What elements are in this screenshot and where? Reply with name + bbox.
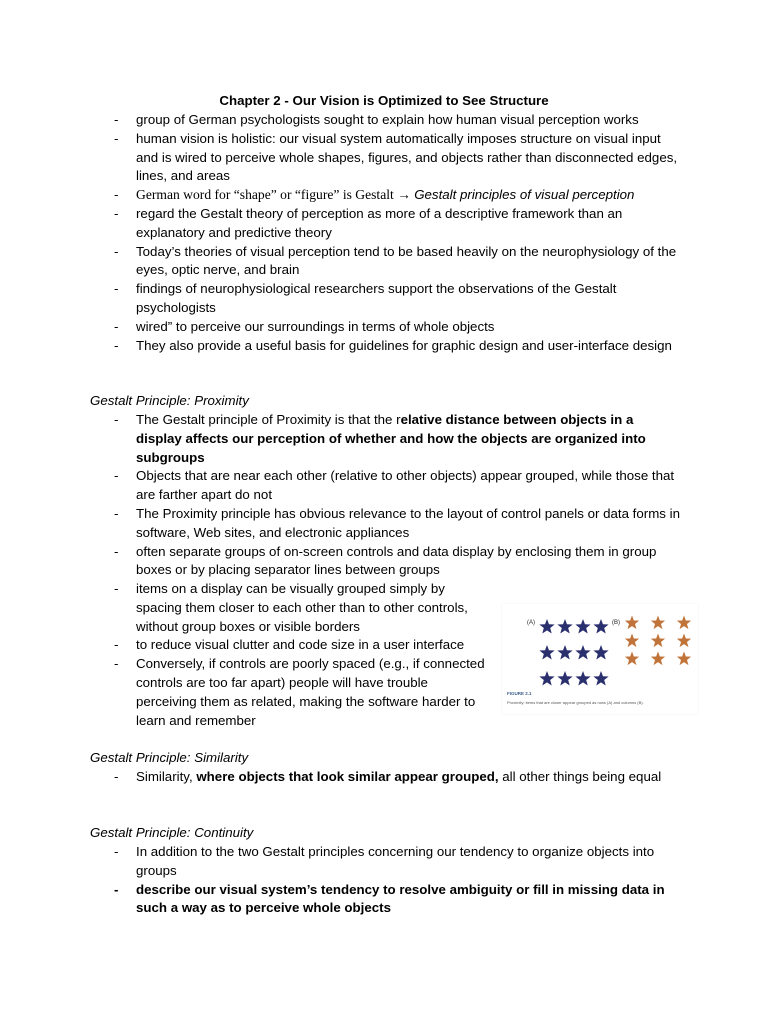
star-icon xyxy=(539,619,554,633)
bullet-dash: - xyxy=(114,543,119,559)
star-icon xyxy=(651,652,665,666)
star-icon xyxy=(593,671,608,685)
star-group-b xyxy=(625,616,691,666)
star-icon xyxy=(651,616,665,630)
list-item: - human vision is holistic: our visual system automatically imposes structure on visual input and is wired to perceive whole shapes, figures, and objects rather than disconnected edges, lines, and areas xyxy=(114,130,678,184)
star-icon xyxy=(593,619,608,633)
bullet-dash: - xyxy=(114,581,119,596)
list-item: - regard the Gestalt theory of perception as more of a descriptive framework than an explanatory and predictive theory xyxy=(114,205,623,240)
bullet-dash: - xyxy=(114,637,119,653)
list-item: - Today’s theories of visual perception tend to be based heavily on the neurophysiology of the eyes, optic nerve, and brain xyxy=(114,243,677,278)
list-item: - often separate groups of on-screen controls and data display by enclosing them in group boxes or by placing separator lines between groups xyxy=(114,543,657,578)
bullet-dash: - xyxy=(114,187,119,203)
list-item: - group of German psychologists sought to explain how human visual perception works xyxy=(112,111,682,130)
section-heading-proximity: Gestalt Principle: Proximity xyxy=(90,393,249,408)
star-icon xyxy=(557,645,572,659)
bullet-dash: - xyxy=(114,656,119,672)
list-item: - They also provide a useful basis for guidelines for graphic design and user-interface design xyxy=(112,337,682,356)
section-heading-similarity: Gestalt Principle: Similarity xyxy=(90,750,249,765)
list-item: - items on a display can be visually grouped simply by spacing them closer to each other than to other controls, without group boxes or visible borders xyxy=(114,581,468,634)
star-icon xyxy=(539,671,554,685)
intro-bullet-list xyxy=(112,111,682,355)
star-group-a xyxy=(539,619,608,685)
figure-caption: Proximity: items that are closer appear grouped as rows (A) and columns (B). xyxy=(507,700,644,705)
chapter-title: Chapter 2 - Our Vision is Optimized to See Structure xyxy=(219,93,549,108)
figure-number: FIGURE 2.1 xyxy=(507,691,532,696)
star-icon xyxy=(625,616,639,630)
bullet-dash: - xyxy=(114,112,119,127)
list-item: - findings of neurophysiological researchers support the observations of the Gestalt psychologists xyxy=(114,281,617,315)
star-icon xyxy=(557,671,572,685)
section-heading-continuity: Gestalt Principle: Continuity xyxy=(90,825,254,840)
star-icon xyxy=(677,652,691,666)
list-item: - The Proximity principle has obvious relevance to the layout of control panels or data forms in software, Web sites, and electronic appliances xyxy=(114,505,680,540)
list-item: - German word for “shape” or “figure” is Gestalt → Gestalt principles of visual perception xyxy=(112,186,682,205)
proximity-figure-graphic xyxy=(502,604,698,714)
bullet-dash: - xyxy=(114,468,119,484)
star-icon xyxy=(677,616,691,630)
list-item: - In addition to the two Gestalt principles concerning our tendency to organize objects into groups xyxy=(114,844,655,878)
star-icon xyxy=(575,619,590,633)
list-item: - to reduce visual clutter and code size in a user interface xyxy=(112,636,490,655)
star-icon xyxy=(677,634,691,648)
bullet-dash: - xyxy=(114,281,119,297)
star-icon xyxy=(539,645,554,659)
bullet-dash: - xyxy=(114,881,119,897)
list-item: - The Gestalt principle of Proximity is that the relative distance between objects in a display affects our perception of whether and how the objects are organized into subgroups xyxy=(114,412,646,465)
star-icon xyxy=(557,619,572,633)
similarity-bullet-list xyxy=(112,768,682,787)
continuity-bullet-list xyxy=(112,843,682,918)
star-icon xyxy=(575,671,590,685)
bullet-dash: - xyxy=(114,318,119,334)
star-icon xyxy=(651,634,665,648)
star-icon xyxy=(593,645,608,659)
list-item: - Objects that are near each other (relative to other objects) appear grouped, while those that are farther apart do not xyxy=(114,468,675,503)
figure-label-a: (A) xyxy=(527,620,535,626)
bullet-dash: - xyxy=(114,130,119,146)
bullet-dash: - xyxy=(114,205,119,221)
list-item: - wired” to perceive our surroundings in terms of whole objects xyxy=(112,318,682,337)
star-icon xyxy=(625,652,639,666)
bullet-dash: - xyxy=(114,243,119,259)
bullet-dash: - xyxy=(114,844,119,859)
bullet-dash: - xyxy=(114,412,119,427)
bullet-dash: - xyxy=(114,505,119,521)
star-icon xyxy=(625,634,639,648)
figure-label-b: (B) xyxy=(612,620,620,626)
list-item: - Conversely, if controls are poorly spaced (e.g., if connected controls are too far apart) people will have trouble perceiving them as related, making the software harder to learn and remember xyxy=(114,656,485,728)
proximity-narrow-bullet-list xyxy=(112,580,490,730)
list-item: - Similarity, where objects that look similar appear grouped, all other things being equal xyxy=(112,768,682,787)
proximity-figure xyxy=(502,604,698,714)
star-icon xyxy=(575,645,590,659)
bullet-dash: - xyxy=(114,769,119,784)
bullet-dash: - xyxy=(114,337,119,353)
list-item: - describe our visual system’s tendency to resolve ambiguity or fill in missing data in such a way as to perceive whole objects xyxy=(114,881,665,916)
proximity-bullet-list xyxy=(112,411,682,580)
